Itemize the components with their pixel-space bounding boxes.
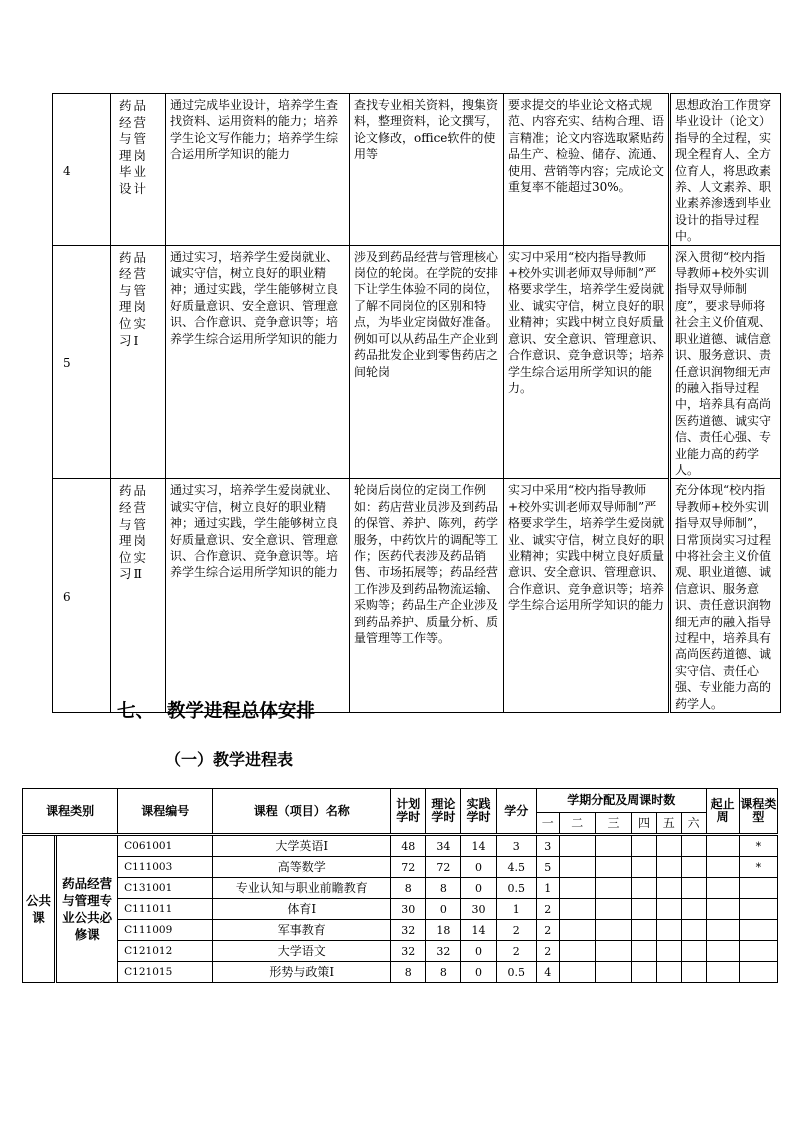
row-number: 5 [53,245,111,479]
course-type: * [739,857,777,878]
semester-1-hours: 2 [536,941,559,962]
table-row [23,962,778,983]
credits: 3 [496,835,536,857]
theory-hours: 32 [426,941,461,962]
header-weeks: 起止周 [706,789,739,835]
semester-header: 六 [681,813,706,835]
header-name: 课程（项目）名称 [213,789,391,835]
practice-requirement: 要求提交的毕业论文格式规范、内容充实、结构合理、语言精准；论文内容选取紧贴药品生产、检验、储存、流通、使用、营销等内容；完成论文重复率不能超过30%。 [504,94,670,246]
course-name: 大学语文 [213,941,391,962]
course-code: C111003 [118,857,213,878]
practice-ideology: 深入贯彻“校内指导教师+校外实训指导双导师制度”，要求导师将社会主义价值观、职业道德、诚信意识、服务意识、责任意识润物细无声的融入指导过程中，培养具有高尚医药道德、诚实守信、责任心强、专业能力高的药学人。 [670,245,781,479]
table-row [53,94,781,246]
semester-1-hours: 1 [536,878,559,899]
course-type [739,962,777,983]
course-type [739,941,777,962]
course-code: C111011 [118,899,213,920]
row-number: 6 [53,479,111,713]
course-name: 军事教育 [213,920,391,941]
schedule-table [22,788,778,983]
credits: 4.5 [496,857,536,878]
theory-hours: 72 [426,857,461,878]
practice-ideology: 思想政治工作贯穿毕业设计（论文）指导的全过程，实现全程育人、全方位育人，将思政素养、人文素养、职业素养渗透到毕业设计的指导过程中。 [670,94,781,246]
practice-hours: 30 [461,899,496,920]
course-code: C121012 [118,941,213,962]
practice-name: 药品经营与管理岗位实习Ⅰ [111,245,166,479]
semester-header: 一 [536,813,559,835]
course-type [739,920,777,941]
theory-hours: 0 [426,899,461,920]
header-row [23,789,778,813]
practice-goal: 通过实习，培养学生爱岗就业、诚实守信，树立良好的职业精神；通过实践，学生能够树立良好质量意识、安全意识、管理意识、合作意识、竞争意识等。培养学生综合运用所学知识的能力 [166,479,350,713]
header-course-type: 课程类型 [739,789,777,835]
semester-header: 五 [656,813,681,835]
plan-hours: 8 [391,878,426,899]
plan-hours: 30 [391,899,426,920]
theory-hours: 8 [426,962,461,983]
header-credits: 学分 [496,789,536,835]
semester-header: 三 [595,813,631,835]
semester-header: 二 [559,813,595,835]
credits: 0.5 [496,962,536,983]
table-row [23,941,778,962]
semester-1-hours: 2 [536,899,559,920]
credits: 0.5 [496,878,536,899]
semester-1-hours: 4 [536,962,559,983]
header-category: 课程类别 [23,789,118,835]
row-number: 4 [53,94,111,246]
credits: 1 [496,899,536,920]
practice-content: 涉及到药品经营与管理核心岗位的轮岗。在学院的安排下让学生体验不同的岗位，了解不同岗位的区别和特点，为毕业定岗做好准备。例如可以从药品生产企业到药品批发企业到零售药店之间轮岗 [350,245,504,479]
practice-goal: 通过完成毕业设计，培养学生查找资料、运用资料的能力；培养学生论文写作能力；培养学生综合运用所学知识的能力 [166,94,350,246]
course-subcategory: 药品经营与管理专业公共必修课 [56,835,118,983]
course-type [739,899,777,920]
semester-1-hours: 2 [536,920,559,941]
table-row [23,899,778,920]
practice-ideology: 充分体现“校内指导教师+校外实训指导双导师制”，日常顶岗实习过程中将社会主义价值观、职业道德、诚信意识、服务意识、责任意识润物细无声的融入指导过程中，培养具有高尚医药道德、诚实守信、责任心强、专业能力高的药学人。 [670,479,781,713]
practice-content: 轮岗后岗位的定岗工作例如：药店营业员涉及到药品的保管、养护、陈列，药学服务，中药饮片的调配等工作；医药代表涉及药品销售、市场拓展等；药品经营工作涉及到药品物流运输、采购等；药品生产企业涉及到药品养护、质量分析、质量管理等工作等。 [350,479,504,713]
course-code: C121015 [118,962,213,983]
practice-requirement: 实习中采用“校内指导教师+校外实训老师双导师制”严格要求学生，培养学生爱岗就业、诚实守信，树立良好的职业精神；实践中树立良好质量意识、安全意识、管理意识、合作意识、竞争意识等；培养学生综合运用所学知识的能力。 [504,245,670,479]
practice-requirement: 实习中采用“校内指导教师+校外实训老师双导师制”严格要求学生，培养学生爱岗就业、诚实守信，树立良好的职业精神；实践中树立良好质量意识、安全意识、管理意识、合作意识、竞争意识等；培养学生综合运用所学知识的能力 [504,479,670,713]
practice-hours: 0 [461,962,496,983]
practice-name: 药品经营与管理岗毕业设计 [111,94,166,246]
practice-hours: 0 [461,878,496,899]
semester-1-hours: 3 [536,835,559,857]
course-code: C061001 [118,835,213,857]
header-plan-hours: 计划学时 [391,789,426,835]
course-name: 体育Ⅰ [213,899,391,920]
section-heading: 七、 教学进程总体安排 [117,701,315,722]
practice-goal: 通过实习，培养学生爱岗就业、诚实守信，树立良好的职业精神；通过实践，学生能够树立良好质量意识、安全意识、管理意识、合作意识、竞争意识等；培养学生综合运用所学知识的能力 [166,245,350,479]
course-type [739,878,777,899]
plan-hours: 32 [391,920,426,941]
practice-hours: 14 [461,920,496,941]
theory-hours: 18 [426,920,461,941]
header-code: 课程编号 [118,789,213,835]
header-theory-hours: 理论学时 [426,789,461,835]
practice-hours: 0 [461,941,496,962]
course-name: 形势与政策Ⅰ [213,962,391,983]
theory-hours: 34 [426,835,461,857]
course-name: 大学英语Ⅰ [213,835,391,857]
course-name: 高等数学 [213,857,391,878]
course-category: 公共课 [23,835,56,983]
subsection-heading: （一）教学进程表 [165,750,294,769]
table-row [23,857,778,878]
practice-hours: 0 [461,857,496,878]
table-row [23,878,778,899]
practice-hours: 14 [461,835,496,857]
course-code: C111009 [118,920,213,941]
table-row [23,835,778,857]
table-row [53,245,781,479]
practice-name: 药品经营与管理岗位实习Ⅱ [111,479,166,713]
practice-content: 查找专业相关资料，搜集资料，整理资料，论文撰写，论文修改，office软件的使用等 [350,94,504,246]
header-practice-hours: 实践学时 [461,789,496,835]
semester-header: 四 [632,813,657,835]
practice-table [52,93,781,713]
header-semester-group: 学期分配及周课时数 [536,789,706,813]
plan-hours: 8 [391,962,426,983]
table-row [23,920,778,941]
course-type: * [739,835,777,857]
plan-hours: 72 [391,857,426,878]
semester-1-hours: 5 [536,857,559,878]
credits: 2 [496,941,536,962]
plan-hours: 32 [391,941,426,962]
course-name: 专业认知与职业前瞻教育 [213,878,391,899]
course-code: C131001 [118,878,213,899]
plan-hours: 48 [391,835,426,857]
table-row [53,479,781,713]
credits: 2 [496,920,536,941]
theory-hours: 8 [426,878,461,899]
